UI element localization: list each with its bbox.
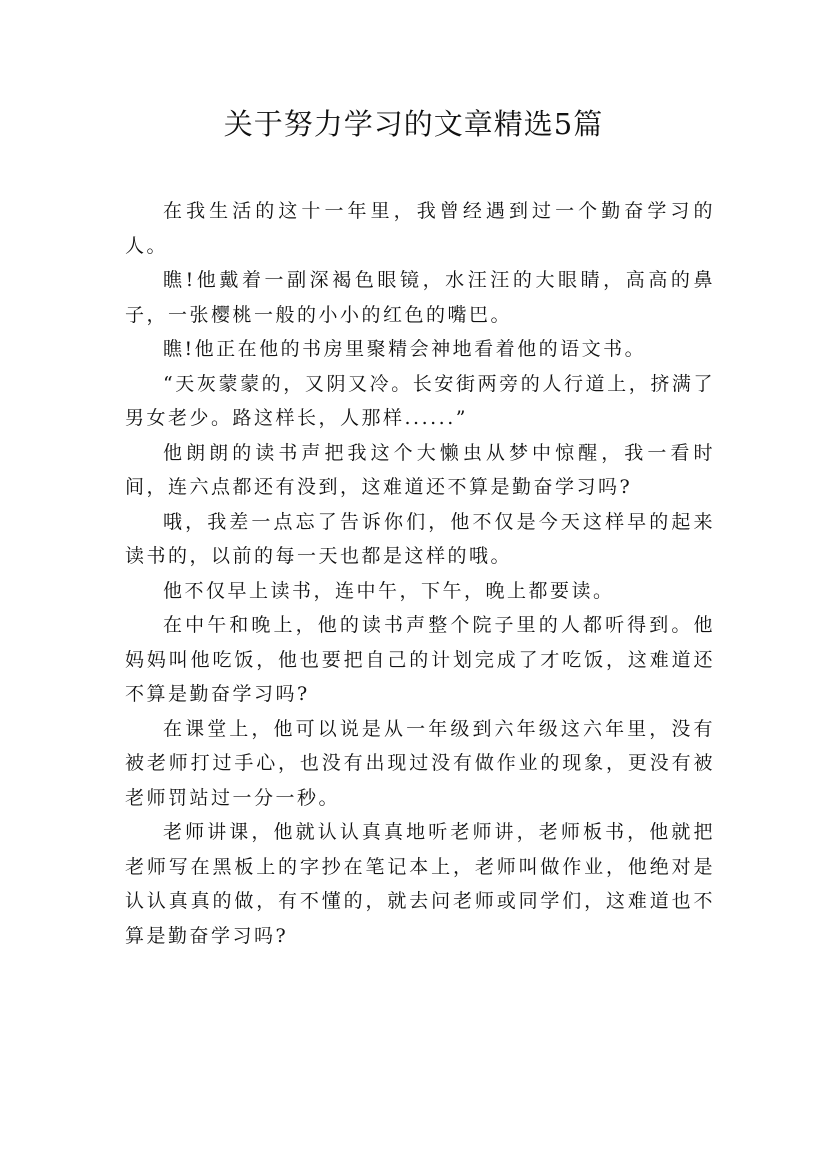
paragraph: 在课堂上，他可以说是从一年级到六年级这六年里，没有被老师打过手心，也没有出现过没有做作业的现象，更没有被老师罚站过一分一秒。 (125, 717, 715, 809)
paragraph: 他朗朗的读书声把我这个大懒虫从梦中惊醒，我一看时间，连六点都还有没到，这难道还不算是勤奋学习吗? (125, 441, 715, 498)
paragraph: 瞧!他戴着一副深褐色眼镜，水汪汪的大眼睛，高高的鼻子，一张樱桃一般的小小的红色的嘴巴。 (125, 269, 715, 326)
document-body (125, 194, 715, 953)
paragraph: 在中午和晚上，他的读书声整个院子里的人都听得到。他妈妈叫他吃饭，他也要把自己的计划完成了才吃饭，这难道还不算是勤奋学习吗? (125, 614, 715, 705)
paragraph: 老师讲课，他就认认真真地听老师讲，老师板书，他就把老师写在黑板上的字抄在笔记本上，老师叫做作业，他绝对是认认真真的做，有不懂的，就去问老师或同学们，这难道也不算是勤奋学习吗? (125, 821, 715, 947)
paragraph: 在我生活的这十一年里，我曾经遇到过一个勤奋学习的人。 (125, 200, 715, 257)
paragraph: 哦，我差一点忘了告诉你们，他不仅是今天这样早的起来读书的，以前的每一天也都是这样的哦。 (125, 510, 715, 567)
document-title: 关于努力学习的文章精选5篇 (223, 107, 604, 141)
paragraph: 瞧!他正在他的书房里聚精会神地看着他的语文书。 (163, 338, 647, 360)
paragraph: “天灰蒙蒙的，又阴又冷。长安街两旁的人行道上，挤满了男女老少。路这样长，人那样......” (125, 372, 715, 429)
paragraph: 他不仅早上读书，连中午，下午，晚上都要读。 (163, 579, 615, 602)
